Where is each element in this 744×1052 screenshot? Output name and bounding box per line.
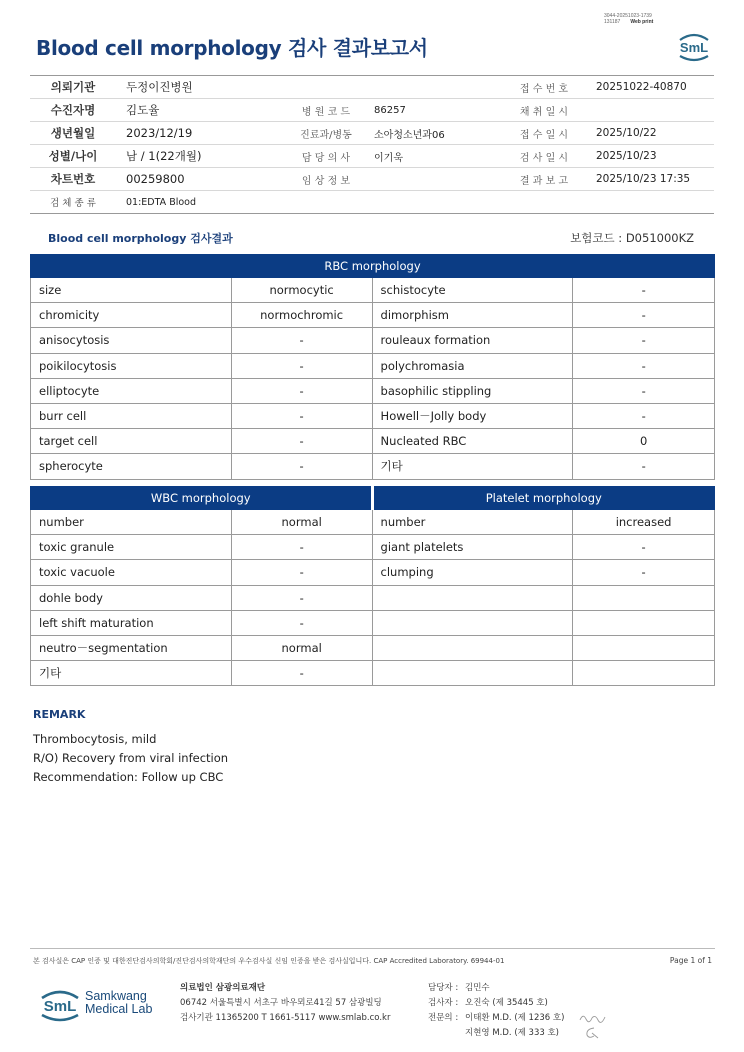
section-title: Blood cell morphology 검사결과 [48, 232, 233, 245]
cell-value: - [231, 403, 372, 428]
staff-label: 담당자 : [428, 983, 459, 993]
cell-label [372, 635, 573, 660]
info-value: 20251022-40870 [596, 81, 687, 93]
brand-line: Samkwang [85, 989, 147, 1003]
staff-row [428, 1011, 564, 1026]
info-label: 임 상 정 보 [301, 175, 351, 187]
info-value: 00259800 [126, 172, 185, 186]
cell-value: - [231, 429, 372, 454]
table-row [31, 278, 715, 303]
cell-label: spherocyte [31, 454, 232, 479]
print-meta [604, 13, 653, 25]
cell-value: - [573, 378, 715, 403]
brand-name [85, 990, 152, 1016]
cell-label: left shift maturation [31, 610, 232, 635]
cell-value: - [573, 560, 715, 585]
info-label: 검 사 일 시 [519, 152, 569, 164]
cell-label: target cell [31, 429, 232, 454]
info-row [30, 168, 714, 191]
info-label: 접 수 번 호 [519, 83, 569, 95]
table-row [31, 560, 715, 585]
accreditation-note: 본 검사실은 CAP 인증 및 대한진단검사의학회/진단검사의학재단의 우수검사실 신임 인증을 받은 검사실입니다. CAP Accredited Laboratory. 69944-01 [33, 957, 505, 965]
report-title: Blood cell morphology 검사 결과보고서 [36, 36, 428, 60]
info-row [30, 145, 714, 168]
info-label: 생년월일 [50, 126, 96, 140]
cell-label: polychromasia [372, 353, 573, 378]
footer-divider [30, 948, 715, 949]
cell-label: Howell－Jolly body [372, 403, 573, 428]
cell-label: dohle body [31, 585, 232, 610]
staff-info [428, 981, 564, 1041]
cell-label: dimorphism [372, 303, 573, 328]
cell-value: - [573, 454, 715, 479]
staff-value: 지현영 M.D. (제 333 호) [465, 1028, 560, 1038]
cell-label [372, 585, 573, 610]
remark-line: R/O) Recovery from viral infection [33, 751, 229, 765]
remark-title: REMARK [33, 708, 86, 721]
info-value: 2025/10/23 17:35 [596, 173, 691, 185]
organization-info [180, 981, 390, 1026]
cell-label: number [31, 510, 232, 535]
cell-value: - [573, 303, 715, 328]
wbc-header: WBC morphology [31, 487, 373, 510]
cell-value: increased [573, 510, 715, 535]
cell-label: burr cell [31, 403, 232, 428]
table-row [31, 429, 715, 454]
cell-label: toxic granule [31, 535, 232, 560]
info-value: 남 / 1(22개월) [126, 149, 202, 163]
staff-label: 검사자 : [428, 998, 459, 1008]
staff-row [428, 981, 564, 996]
cell-label: rouleaux formation [372, 328, 573, 353]
info-label: 담 당 의 사 [301, 152, 351, 164]
cell-label: size [31, 278, 232, 303]
cell-value: - [573, 535, 715, 560]
org-address: 06742 서울특별시 서초구 바우뫼로41길 57 삼광빌딩 [180, 998, 382, 1008]
cell-label [372, 661, 573, 686]
staff-row [428, 1026, 564, 1041]
cell-label: 기타 [372, 454, 573, 479]
patient-info [30, 75, 714, 214]
wbc-platelet-table [30, 486, 715, 686]
cell-value: - [573, 403, 715, 428]
signature-2 [582, 1025, 602, 1041]
info-label: 채 취 일 시 [519, 106, 569, 118]
cell-value: - [231, 378, 372, 403]
cell-value: - [231, 353, 372, 378]
cell-value: normocytic [231, 278, 372, 303]
info-value: 2025/10/23 [596, 150, 657, 162]
cell-value: - [231, 610, 372, 635]
info-label: 진료과/병동 [300, 129, 352, 141]
cell-value: normal [231, 510, 372, 535]
brand-line: Medical Lab [85, 1002, 153, 1016]
info-value: 김도율 [126, 103, 160, 117]
specimen-label: 검 체 종 류 [50, 198, 96, 209]
org-name: 의료법인 삼광의료재단 [180, 983, 266, 993]
cell-label: number [372, 510, 573, 535]
table-row [31, 403, 715, 428]
cell-value: - [231, 328, 372, 353]
info-label: 차트번호 [50, 172, 96, 186]
remark-line: Thrombocytosis, mild [33, 732, 157, 746]
info-value: 두정이진병원 [126, 80, 193, 94]
web-print-label: Web print [630, 19, 654, 25]
sml-logo-icon [36, 982, 84, 1026]
table-row [31, 353, 715, 378]
cell-value [573, 661, 715, 686]
rbc-header: RBC morphology [31, 255, 715, 278]
cell-label: giant platelets [372, 535, 573, 560]
info-label: 의뢰기관 [50, 80, 96, 94]
signature-1 [578, 1011, 608, 1025]
info-label: 결 과 보 고 [519, 175, 569, 187]
sml-logo-icon [672, 26, 716, 66]
cell-label: poikilocytosis [31, 353, 232, 378]
remark-line: Recommendation: Follow up CBC [33, 770, 224, 784]
table-row [31, 328, 715, 353]
staff-label: 전문의 : [428, 1013, 459, 1023]
platelet-header: Platelet morphology [372, 487, 714, 510]
info-label: 접 수 일 시 [519, 129, 569, 141]
staff-value: 김민수 [465, 983, 490, 993]
table-row [31, 610, 715, 635]
info-row [30, 122, 714, 145]
info-label: 수진자명 [50, 103, 96, 117]
table-row [31, 510, 715, 535]
cell-label: anisocytosis [31, 328, 232, 353]
cell-value [573, 610, 715, 635]
info-row [30, 99, 714, 122]
page-number: Page 1 of 1 [669, 956, 712, 965]
info-value: 2023/12/19 [126, 126, 193, 140]
cell-value: normochromic [231, 303, 372, 328]
print-code: 3044-20251023-1739 [604, 13, 652, 19]
remark-body [33, 730, 228, 787]
cell-label: 기타 [31, 661, 232, 686]
org-contact: 검사기관 11365200 T 1661-5117 www.smlab.co.kr [180, 1013, 391, 1023]
info-row-specimen [30, 191, 714, 214]
cell-value: - [231, 560, 372, 585]
specimen-value: 01:EDTA Blood [126, 196, 197, 208]
table-row [31, 535, 715, 560]
cell-label: toxic vacuole [31, 560, 232, 585]
cell-value: normal [231, 635, 372, 660]
svg-text:SmL: SmL [43, 998, 77, 1015]
svg-text:SmL: SmL [679, 40, 709, 55]
cell-label: Nucleated RBC [372, 429, 573, 454]
cell-label: chromicity [31, 303, 232, 328]
insurance-code: 보험코드 : D051000KZ [570, 231, 694, 245]
info-label: 성별/나이 [48, 149, 98, 163]
table-row [31, 378, 715, 403]
cell-value: - [573, 328, 715, 353]
cell-value: - [573, 278, 715, 303]
rbc-table [30, 254, 715, 480]
table-row [31, 661, 715, 686]
print-id: 131187 [604, 19, 621, 25]
cell-label: neutro－segmentation [31, 635, 232, 660]
cell-value [573, 635, 715, 660]
cell-value: 0 [573, 429, 715, 454]
cell-value [573, 585, 715, 610]
cell-label: basophilic stippling [372, 378, 573, 403]
cell-label [372, 610, 573, 635]
cell-value: - [573, 353, 715, 378]
table-row [31, 454, 715, 479]
staff-value: 오진숙 (제 35445 호) [465, 998, 548, 1008]
info-value: 이기욱 [374, 152, 403, 164]
info-value: 86257 [374, 104, 406, 116]
cell-label: elliptocyte [31, 378, 232, 403]
cell-label: clumping [372, 560, 573, 585]
table-row [31, 585, 715, 610]
table-row [31, 635, 715, 660]
info-value: 2025/10/22 [596, 127, 657, 139]
staff-row [428, 996, 564, 1011]
info-row [30, 76, 714, 99]
cell-value: - [231, 535, 372, 560]
info-label: 병 원 코 드 [301, 106, 351, 118]
cell-value: - [231, 454, 372, 479]
cell-value: - [231, 585, 372, 610]
cell-value: - [231, 661, 372, 686]
info-value: 소아청소년과06 [374, 129, 445, 141]
staff-value: 이태환 M.D. (제 1236 호) [465, 1013, 565, 1023]
table-row [31, 303, 715, 328]
staff-label [428, 1026, 465, 1041]
cell-label: schistocyte [372, 278, 573, 303]
